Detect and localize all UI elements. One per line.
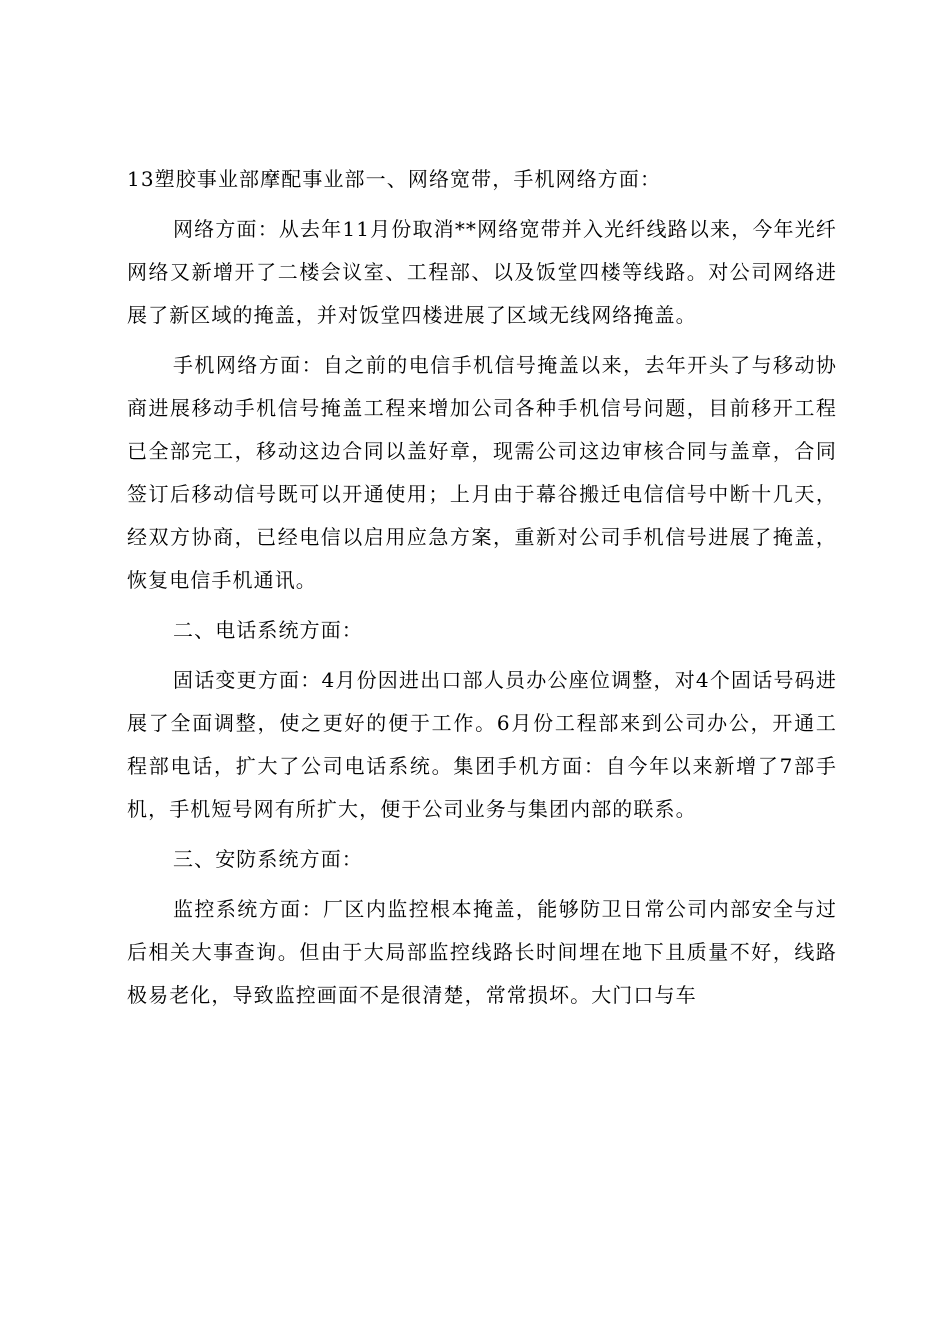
paragraph-landline: 固话变更方面：4月份因进出口部人员办公座位调整，对4个固话号码进展了全面调整，使之更好的便于工作。6月份工程部来到公司办公，开通工程部电话，扩大了公司电话系统。集团手机方面：自今年以来新增了7部手机，手机短号网有所扩大，便于公司业务与集团内部的联系。 xyxy=(127,668,837,821)
paragraph-heading-network: 13塑胶事业部摩配事业部一、网络宽带，手机网络方面： xyxy=(127,167,662,191)
section-heading-security-system: 三、安防系统方面： xyxy=(173,847,363,871)
paragraph-monitoring: 监控系统方面：厂区内监控根本掩盖，能够防卫日常公司内部安全与过后相关大事查询。但由于大局部监控线路长时间埋在地下且质量不好，线路极易老化，导致监控画面不是很清楚，常常损坏。大门口与车 xyxy=(127,897,837,1007)
paragraph-network: 网络方面：从去年11月份取消**网络宽带并入光纤线路以来，今年光纤网络又新增开了二楼会议室、工程部、以及饭堂四楼等线路。对公司网络进展了新区域的掩盖，并对饭堂四楼进展了区域无线网络掩盖。 xyxy=(127,217,837,327)
section-heading-phone-system: 二、电话系统方面： xyxy=(173,618,363,642)
document-body xyxy=(127,158,837,1024)
paragraph-mobile-network: 手机网络方面：自之前的电信手机信号掩盖以来，去年开头了与移动协商进展移动手机信号掩盖工程来增加公司各种手机信号问题，目前移开工程已全部完工，移动这边合同以盖好章，现需公司这边审核合同与盖章，合同签订后移动信号既可以开通使用；上月由于幕谷搬迁电信信号中断十几天，经双方协商，已经电信以启用应急方案，重新对公司手机信号进展了掩盖，恢复电信手机通讯。 xyxy=(127,353,837,592)
